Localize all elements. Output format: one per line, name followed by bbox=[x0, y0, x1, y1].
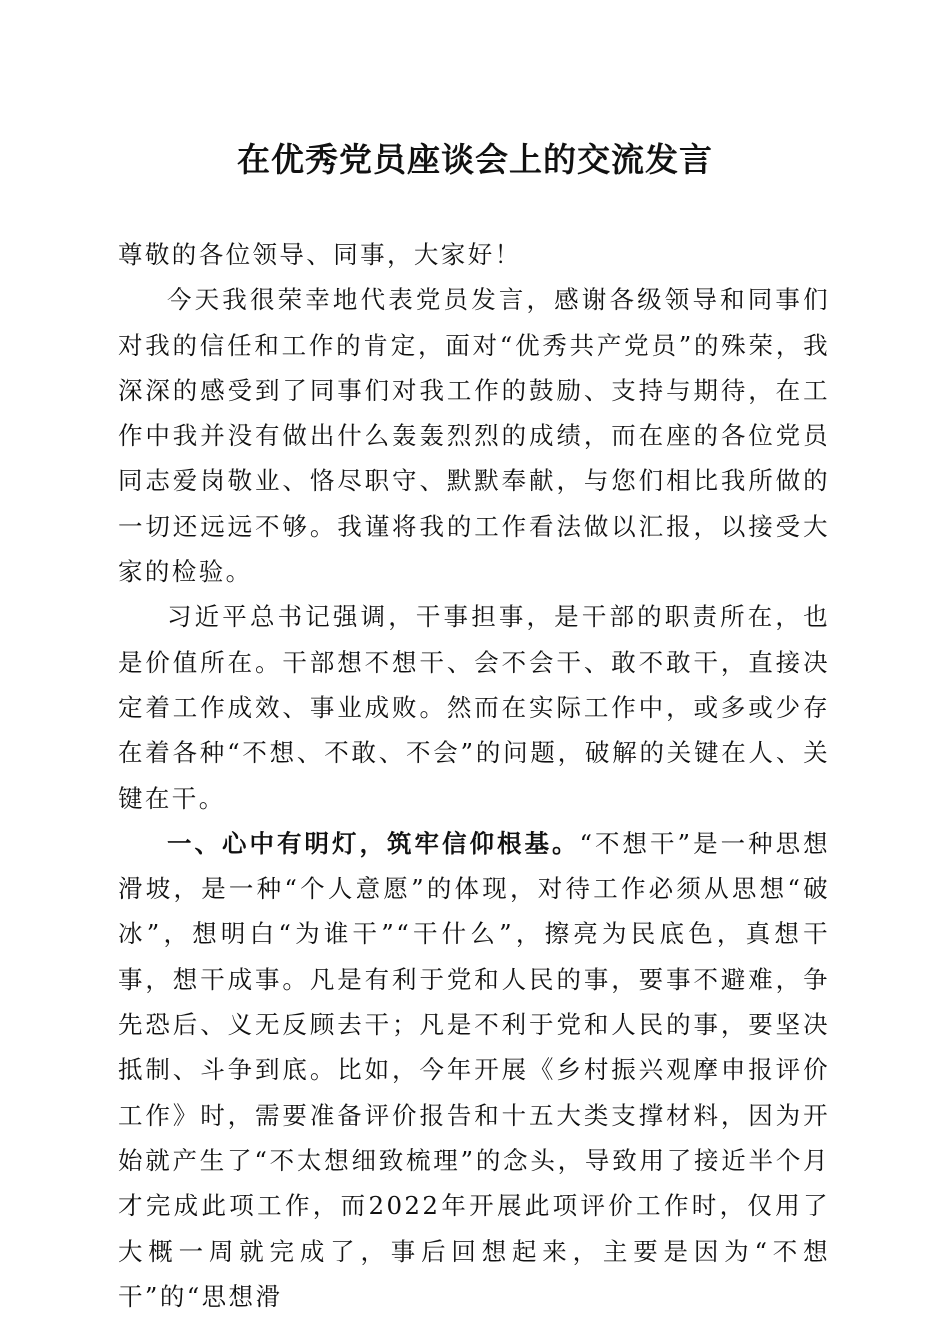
section-1-heading: 一、心中有明灯，筑牢信仰根基。 bbox=[167, 828, 580, 858]
context-paragraph: 习近平总书记强调，干事担事，是干部的职责所在，也是价值所在。干部想不想干、会不会干、敢不敢干，直接决定着工作成效、事业成败。然而在实际工作中，或多或少存在着各种“不想、不敢、不会”的问题，破解的关键在人、关键在干。 bbox=[118, 602, 830, 813]
salutation-paragraph: 尊敬的各位领导、同事，大家好！ bbox=[118, 240, 522, 269]
document-body bbox=[118, 232, 830, 1319]
section-1-paragraph bbox=[118, 821, 830, 1319]
document-title: 在优秀党员座谈会上的交流发言 bbox=[237, 140, 713, 179]
opening-paragraph: 今天我很荣幸地代表党员发言，感谢各级领导和同事们对我的信任和工作的肯定，面对“优秀共产党员”的殊荣，我深深的感受到了同事们对我工作的鼓励、支持与期待，在工作中我并没有做出什么轰轰烈烈的成绩，而在座的各位党员同志爱岗敬业、恪尽职守、默默奉献，与您们相比我所做的一切还远远不够。我谨将我的工作看法做以汇报，以接受大家的检验。 bbox=[118, 285, 830, 587]
section-1-body: “不想干”是一种思想滑坡，是一种“个人意愿”的体现，对待工作必须从思想“破冰”，想明白“为谁干”“干什么”，擦亮为民底色，真想干事，想干成事。凡是有利于党和人民的事，要事不避难，争先恐后、义无反顾去干；凡是不利于党和人民的事，要坚决抵制、斗争到底。比如，今年开展《乡村振兴观摩申报评价工作》时，需要准备评价报告和十五大类支撑材料，因为开始就产生了“不太想细致梳理”的念头，导致用了接近半个月才完成此项工作，而2022年开展此项评价工作时，仅用了大概一周就完成了，事后回想起来，主要是因为“不想干”的“思想滑 bbox=[118, 828, 830, 1311]
